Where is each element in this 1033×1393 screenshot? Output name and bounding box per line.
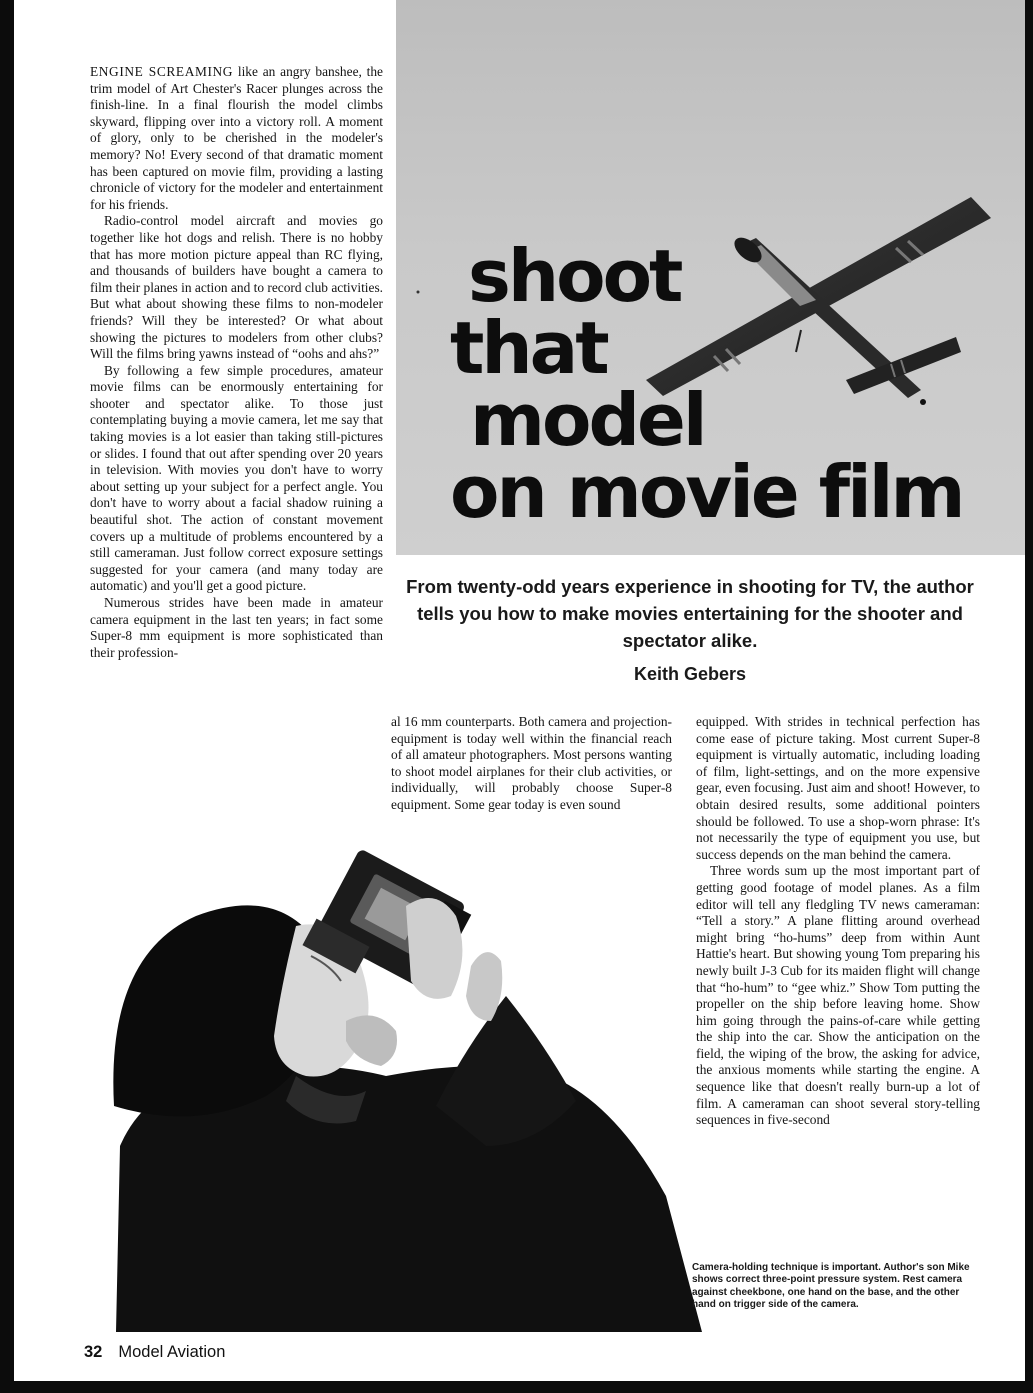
paragraph-2: Radio-control model aircraft and movies go together like hot dogs and relish. There is no hobby that has more motion picture appeal than RC flying, and thousands of builders have bought a camera to film their planes in action and to record club activities. But what about showing these films to non-modeler friends? Will they be interested? Or what about showing the pictures to modelers from other clubs? Will the films bring yawns instead of “oohs and ahs?” bbox=[90, 213, 384, 362]
article-subheadline: From twenty-odd years experience in shooting for TV, the author tells you how to make movies entertaining for the shooter and spectator alike. bbox=[406, 576, 974, 651]
photo-caption: Camera-holding technique is important. Author's son Mike shows correct three-point pressure system. Rest camera against cheekbone, one hand on the base, and the other hand on trigger side of the camera. bbox=[692, 1262, 970, 1311]
paragraph-6: equipped. With strides in technical perfection has come ease of picture taking. Most current Super-8 equipment is virtually automatic, including loading of film, light-settings, and on the more expensive gear, even focusing. Just aim and shoot! However, to obtain desired results, some additional pointers should be followed. To use a shop-worn phrase: It's not necessarily the type of equipment you use, but success depends on the man behind the camera. bbox=[696, 714, 980, 862]
cameraman-photo bbox=[106, 846, 702, 1332]
headline-line-2: that bbox=[450, 306, 607, 390]
paragraph-1-text: like an angry banshee, the trim model of Art Chester's Racer plunges across the finish-line. In a final flourish the model climbs skyward, flipping over into a victory roll. A moment of glory, only to be cherished in the modeler's memory? No! Every second of that dramatic moment has been captured on movie film, providing a lasting chronicle of victory for the modeler and entertainment for his friends. bbox=[90, 64, 383, 212]
article-headline bbox=[442, 234, 1002, 534]
lead-in: ENGINE SCREAMING bbox=[90, 64, 234, 79]
article-byline: Keith Gebers bbox=[633, 664, 747, 684]
body-column-2 bbox=[391, 714, 672, 814]
paragraph-1 bbox=[90, 64, 383, 213]
page-footer bbox=[84, 1343, 225, 1362]
paragraph-7: Three words sum up the most important part of getting good footage of model planes. As a film editor will tell any fledgling TV news cameraman: “Tell a story.” A plane flitting around overhead might bring “ho-hums” deep from within Aunt Hattie's heart. But showing young Tom preparing his newly built J-3 Cub for its maiden flight will change that “ho-hum” to “gee whiz.” Show Tom putting the propeller on the ship before leaving home. Show him going through the pains-of-care while getting the ship into the car. Show the anticipation on the field, the wiping of the brow, the asking for advice, the anxious moments while starting the engine. A sequence like that doesn't really burn-up a lot of film. A cameraman can shoot several story-telling sequences in five-second bbox=[696, 863, 980, 1128]
paragraph-4: Numerous strides have been made in amateur camera equipment in the last ten years; in fact some Super-8 mm equipment is more sophisticated than their profession- bbox=[90, 595, 383, 660]
magazine-name: Model Aviation bbox=[118, 1343, 226, 1361]
headline-line-3: model bbox=[470, 378, 705, 462]
magazine-page bbox=[14, 0, 1025, 1381]
page-number: 32 bbox=[84, 1343, 103, 1361]
paragraph-3: By following a few simple procedures, amateur movie films can be enormously entertaining for shooter and spectator alike. To those just contemplating buying a movie camera, let me say that taking movies is a lot easier than taking still-pictures or slides. I found that out after spending over 20 years in television. With movies you don't have to worry about setting up your subject for a perfect angle. You don't have to worry about a facial shadow ruining a beautiful shot. The action of constant movement covers up a multitude of problems encountered by a still cameraman. Just follow correct exposure settings suggested for your camera (and many today are automatic) and you'll get a good picture. bbox=[90, 362, 383, 594]
headline-line-4: on movie film bbox=[450, 450, 963, 534]
headline-line-1: shoot bbox=[468, 234, 681, 318]
body-column-1 bbox=[90, 64, 383, 661]
paragraph-5: al 16 mm counterparts. Both camera and projection-equipment is today well within the financial reach of all amateur photographers. Most persons wanting to shoot model airplanes for their club activities, or individually, will probably choose Super-8 equipment. Some gear today is even sound bbox=[391, 714, 672, 812]
body-column-3 bbox=[696, 714, 980, 1129]
